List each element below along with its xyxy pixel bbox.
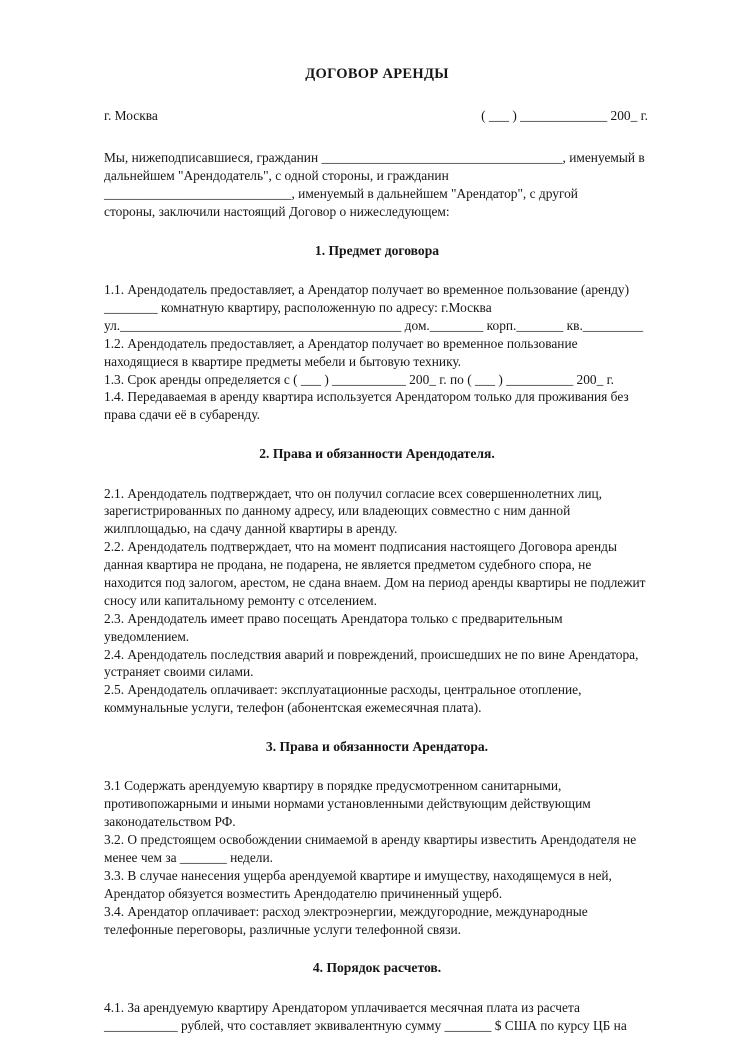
clause-3-4: 3.4. Арендатор оплачивает: расход электроэнергии, междугородние, международные телефонные переговоры, различные услуги телефонной связи. <box>104 903 588 937</box>
page-title: ДОГОВОР АРЕНДЫ <box>305 66 449 82</box>
preamble-line: ____________________________, именуемый в дальнейшем "Арендатор", с другой <box>104 186 578 201</box>
clause-2-5: 2.5. Арендодатель оплачивает: эксплуатационные расходы, центральное отопление, коммунальные услуги, телефон (абонентская ежемесячная плата). <box>104 682 582 716</box>
clause-2-1: 2.1. Арендодатель подтверждает, что он получил согласие всех совершеннолетних лиц, зарегистрированных по данному адресу, или владеющих совместно с ним данной жилплощадью, на сдачу данной квартиры в аренду. <box>104 485 603 537</box>
clause-2-3: 2.3. Арендодатель имеет право посещать Арендатора только с предварительным уведомлением. <box>104 610 563 644</box>
clause-2-4: 2.4. Арендодатель последствия аварий и повреждений, происшедших не по вине Арендатора, устраняет своими силами. <box>104 646 639 680</box>
section-heading-2: 2. Права и обязанности Арендодателя. <box>259 446 495 462</box>
clause-4-1: 4.1. За арендуемую квартиру Арендатором уплачивается месячная плата из расчета ___________ рублей, что составляет эквивалентную сумму _______ $ США по курсу ЦБ на <box>104 999 627 1033</box>
section-heading-3: 3. Права и обязанности Арендатора. <box>265 739 489 755</box>
clause-1-3: 1.3. Срок аренды определяется с ( ___ ) ___________ 200_ г. по ( ___ ) __________ 200_ г. <box>104 371 614 387</box>
clause-1-4: 1.4. Передаваемая в аренду квартира используется Арендатором только для проживания без права сдачи её в субаренду. <box>104 389 629 423</box>
clause-3-3: 3.3. В случае нанесения ущерба арендуемой квартире и имуществу, находящемуся в ней, Арендатор обязуется возместить Арендодателю причиненный ущерб. <box>104 867 612 901</box>
section-heading-4: 4. Порядок расчетов. <box>312 960 442 976</box>
clause-3-1: 3.1 Содержать арендуемую квартиру в порядке предусмотренном санитарными, противопожарными и иными нормами установленными действующим действующим законодательством РФ. <box>104 778 591 830</box>
place-and-date-row <box>104 107 650 125</box>
clause-1-1: 1.1. Арендодатель предоставляет, а Арендатор получает во временное пользование (аренду) ________ комнатную квартиру, расположенную по адресу: г.Москва ул.__________________________________________ дом.________ корп._______ кв._________ <box>104 282 644 333</box>
clause-1-2: 1.2. Арендодатель предоставляет, а Арендатор получает во временное пользование находящиеся в квартире предметы мебели и бытовую технику. <box>104 335 578 369</box>
clause-2-2: 2.2. Арендодатель подтверждает, что на момент подписания настоящего Договора аренды данная квартира не продана, не подарена, не является предметом судебного спора, не находится под залогом, арестом, не сдана внаем. Дом на период аренды квартиры не подлежит сносу или капитальному ремонту с отселением. <box>104 539 646 608</box>
preamble-line: Мы, нижеподписавшиеся, гражданин ____________________________________, именуемый в <box>104 150 645 166</box>
document-body <box>104 66 650 1035</box>
section-body-4 <box>104 999 650 1035</box>
clause-3-2: 3.2. О предстоящем освобождении снимаемой в аренду квартиры известить Арендодателя не менее чем за _______ недели. <box>104 832 637 865</box>
date-blank-line: ( ___ ) _____________ 200_ г. <box>481 108 648 124</box>
place-label: г. Москва <box>104 108 158 124</box>
section-body-1 <box>104 281 650 424</box>
section-heading-1: 1. Предмет договора <box>314 242 440 258</box>
preamble-line: дальнейшем "Арендодатель", с одной стороны, и гражданин <box>104 168 449 184</box>
section-body-3 <box>104 777 650 938</box>
preamble-block <box>104 149 650 221</box>
preamble-line: стороны, заключили настоящий Договор о нижеследующем: <box>104 203 450 219</box>
section-body-2 <box>104 485 650 718</box>
